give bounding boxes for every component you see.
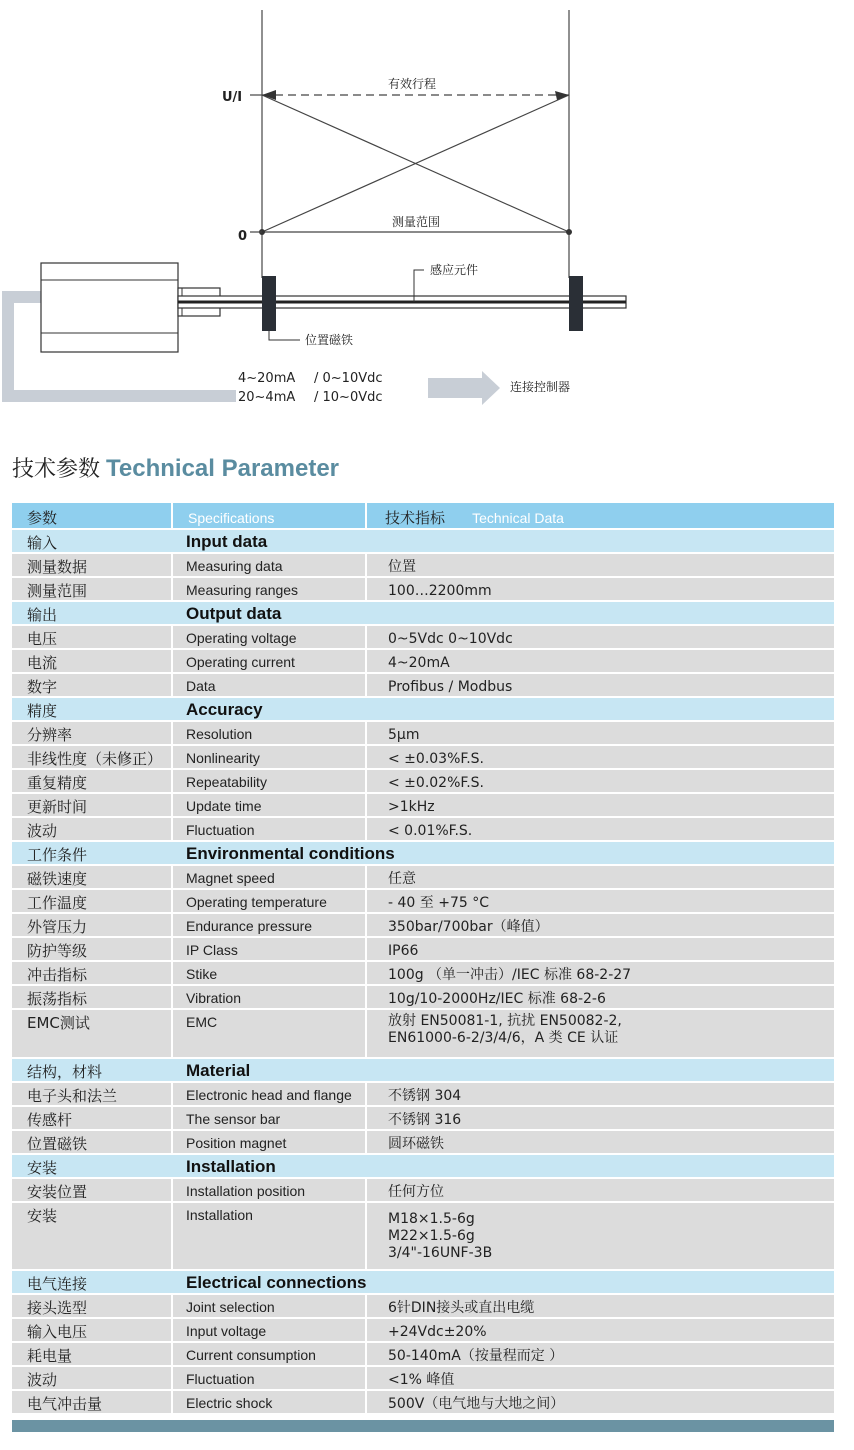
table-row (12, 794, 834, 818)
section-row (12, 698, 834, 722)
section-label-cn: 电气连接 (27, 1275, 88, 1293)
param-value: 0~5Vdc 0~10Vdc (388, 631, 513, 647)
param-name-cn: 电压 (27, 630, 58, 648)
param-name-cn: 磁铁速度 (27, 870, 88, 888)
output-current-1: 4~20mA (238, 371, 296, 386)
param-name-en: IP Class (186, 942, 238, 958)
param-name-cn: 测量范围 (27, 582, 88, 600)
param-name-en: Resolution (186, 726, 253, 742)
table-row (12, 1295, 834, 1319)
table-row (12, 1083, 834, 1107)
param-name-cn: 电子头和法兰 (27, 1087, 118, 1105)
param-value: 4~20mA (388, 655, 450, 671)
section-row (12, 530, 834, 554)
controller-arrow-icon (428, 371, 500, 405)
table-row (12, 626, 834, 650)
table-header (12, 503, 834, 530)
param-value: IP66 (388, 943, 419, 959)
table-row (12, 1391, 834, 1415)
section-heading (12, 452, 339, 492)
section-label-en: Electrical connections (186, 1273, 367, 1292)
section-label-cn: 结构，材料 (27, 1063, 103, 1081)
param-value-line: M22×1.5-6g (388, 1228, 475, 1244)
heading-cn: 技术参数 (12, 457, 101, 482)
param-value: 5µm (388, 727, 420, 743)
section-row (12, 1271, 834, 1295)
param-value: +24Vdc±20% (388, 1324, 487, 1340)
param-name-en: Position magnet (186, 1135, 287, 1151)
table-row (12, 722, 834, 746)
table-row (12, 770, 834, 794)
table-row (12, 650, 834, 674)
header-specifications: Specifications (188, 510, 275, 526)
section-label-cn: 安装 (27, 1159, 58, 1177)
param-name-cn: 位置磁铁 (27, 1135, 88, 1153)
param-value: 10g/10-2000Hz/IEC 标准 68-2-6 (388, 991, 606, 1007)
param-value: < ±0.03%F.S. (388, 751, 484, 767)
param-name-cn: 更新时间 (27, 798, 88, 816)
table-row (12, 866, 834, 890)
controller-label: 连接控制器 (510, 380, 571, 394)
table-row (12, 746, 834, 770)
ui-axis-label: U/I (222, 90, 243, 105)
param-name-cn: 测量数据 (27, 558, 88, 576)
heading-en: Technical Parameter (106, 455, 340, 482)
param-value-line: EN61000-6-2/3/4/6，A 类 CE 认证 (388, 1030, 619, 1046)
param-name-en: Installation position (186, 1183, 306, 1199)
section-label-en: Installation (186, 1157, 276, 1176)
param-name-en: Operating current (186, 654, 295, 670)
param-name-cn: 接头选型 (27, 1299, 88, 1317)
param-value: - 40 至 +75 °C (388, 895, 489, 911)
table-row (12, 1131, 834, 1155)
table-row (12, 1010, 834, 1059)
param-name-en: Electronic head and flange (186, 1087, 352, 1103)
header-tech-cn: 技术指标 (385, 509, 446, 527)
table-row (12, 1179, 834, 1203)
table-row (12, 1107, 834, 1131)
table-row (12, 1319, 834, 1343)
param-name-cn: 外管压力 (27, 918, 88, 936)
section-row (12, 842, 834, 866)
section-label-en: Output data (186, 604, 282, 623)
section-label-cn: 精度 (27, 702, 58, 720)
param-name-en: Electric shock (186, 1395, 273, 1411)
table-row (12, 554, 834, 578)
param-name-en: Nonlinearity (186, 750, 260, 766)
section-label-cn: 输出 (27, 606, 58, 624)
param-value-line: 3/4"-16UNF-3B (388, 1245, 493, 1261)
section-label-cn: 工作条件 (27, 846, 88, 864)
param-value-line: 放射 EN50081-1, 抗扰 EN50082-2, (388, 1013, 622, 1029)
param-name-en: Input voltage (186, 1323, 267, 1339)
param-name-cn: 电气冲击量 (27, 1395, 103, 1413)
param-value: 100…2200mm (388, 583, 492, 599)
param-name-cn: 非线性度（未修正） (27, 750, 163, 768)
param-value: 任意 (388, 871, 416, 887)
param-name-en: EMC (186, 1014, 218, 1030)
param-name-cn: 重复精度 (27, 774, 88, 792)
param-value: < ±0.02%F.S. (388, 775, 484, 791)
param-name-en: The sensor bar (186, 1111, 281, 1127)
header-param: 参数 (27, 509, 58, 527)
param-name-en: Fluctuation (186, 1371, 255, 1387)
param-value: 不锈钢 304 (388, 1088, 462, 1104)
measuring-range-label: 测量范围 (392, 215, 441, 229)
table-row (12, 890, 834, 914)
spec-table (12, 503, 834, 1415)
param-value: Profibus / Modbus (388, 679, 513, 695)
table-row (12, 938, 834, 962)
table-row (12, 1343, 834, 1367)
section-row (12, 1059, 834, 1083)
param-name-cn: 分辨率 (27, 726, 73, 744)
param-name-en: Magnet speed (186, 870, 275, 886)
table-row (12, 674, 834, 698)
header-tech-en: Technical Data (472, 510, 564, 526)
param-value: 不锈钢 316 (388, 1112, 462, 1128)
param-name-cn: 数字 (27, 678, 58, 696)
table-row (12, 1367, 834, 1391)
param-name-cn: 传感杆 (27, 1111, 73, 1129)
param-name-cn: 波动 (27, 822, 58, 840)
param-value: 100g （单一冲击）/IEC 标准 68-2-27 (388, 967, 632, 983)
measurement-diagram (0, 0, 854, 440)
param-name-cn: 冲击指标 (27, 966, 88, 984)
output-current-2: 20~4mA (238, 390, 296, 405)
param-name-cn: 电流 (27, 654, 58, 672)
param-value: 350bar/700bar（峰值） (388, 919, 549, 935)
param-value: 500V（电气地与大地之间） (388, 1396, 565, 1412)
param-name-cn: EMC测试 (27, 1014, 90, 1032)
param-name-en: Operating temperature (186, 894, 327, 910)
param-name-cn: 安装 (27, 1207, 58, 1225)
param-name-cn: 振荡指标 (27, 990, 88, 1008)
table-row (12, 1203, 834, 1271)
effective-stroke-label: 有效行程 (388, 77, 437, 91)
section-label-cn: 输入 (27, 534, 58, 552)
section-label-en: Material (186, 1061, 251, 1080)
output-voltage-2: / 10~0Vdc (314, 390, 383, 405)
output-voltage-1: / 0~10Vdc (314, 371, 383, 386)
section-label-en: Input data (186, 532, 268, 551)
position-magnet-label: 位置磁铁 (305, 333, 354, 347)
section-row (12, 602, 834, 626)
param-name-en: Vibration (186, 990, 242, 1006)
param-name-en: Repeatability (186, 774, 267, 790)
table-row (12, 818, 834, 842)
param-value: < 0.01%F.S. (388, 823, 473, 839)
param-name-en: Measuring data (186, 558, 283, 574)
param-name-en: Operating voltage (186, 630, 297, 646)
param-value: 任何方位 (388, 1184, 444, 1200)
table-row (12, 578, 834, 602)
param-name-en: Fluctuation (186, 822, 255, 838)
zero-label: 0 (238, 229, 248, 244)
param-name-cn: 波动 (27, 1371, 58, 1389)
section-row (12, 1155, 834, 1179)
bottom-bar (12, 1420, 834, 1432)
sensing-element-label: 感应元件 (430, 263, 479, 277)
param-name-en: Stike (186, 966, 218, 982)
param-name-cn: 防护等级 (27, 942, 88, 960)
param-value: 位置 (388, 559, 416, 575)
param-value: >1kHz (388, 799, 435, 815)
table-row (12, 986, 834, 1010)
param-name-cn: 输入电压 (27, 1323, 88, 1341)
section-label-en: Environmental conditions (186, 844, 395, 863)
param-name-en: Update time (186, 798, 262, 814)
param-name-cn: 工作温度 (27, 894, 88, 912)
param-value: <1% 峰值 (388, 1372, 455, 1388)
param-name-cn: 耗电量 (27, 1347, 73, 1365)
param-name-en: Installation (186, 1207, 253, 1223)
param-name-en: Endurance pressure (186, 918, 313, 934)
param-value: 圆环磁铁 (388, 1136, 444, 1152)
param-name-cn: 安装位置 (27, 1183, 88, 1201)
param-name-en: Joint selection (186, 1299, 275, 1315)
param-value: 6针DIN接头或直出电缆 (388, 1300, 535, 1316)
param-value: 50-140mA（按量程而定 ） (388, 1348, 564, 1364)
param-value-line: M18×1.5-6g (388, 1211, 475, 1227)
param-name-en: Measuring ranges (186, 582, 299, 598)
table-row (12, 962, 834, 986)
param-name-en: Current consumption (186, 1347, 316, 1363)
param-name-en: Data (186, 678, 216, 694)
section-label-en: Accuracy (186, 700, 263, 719)
table-row (12, 914, 834, 938)
